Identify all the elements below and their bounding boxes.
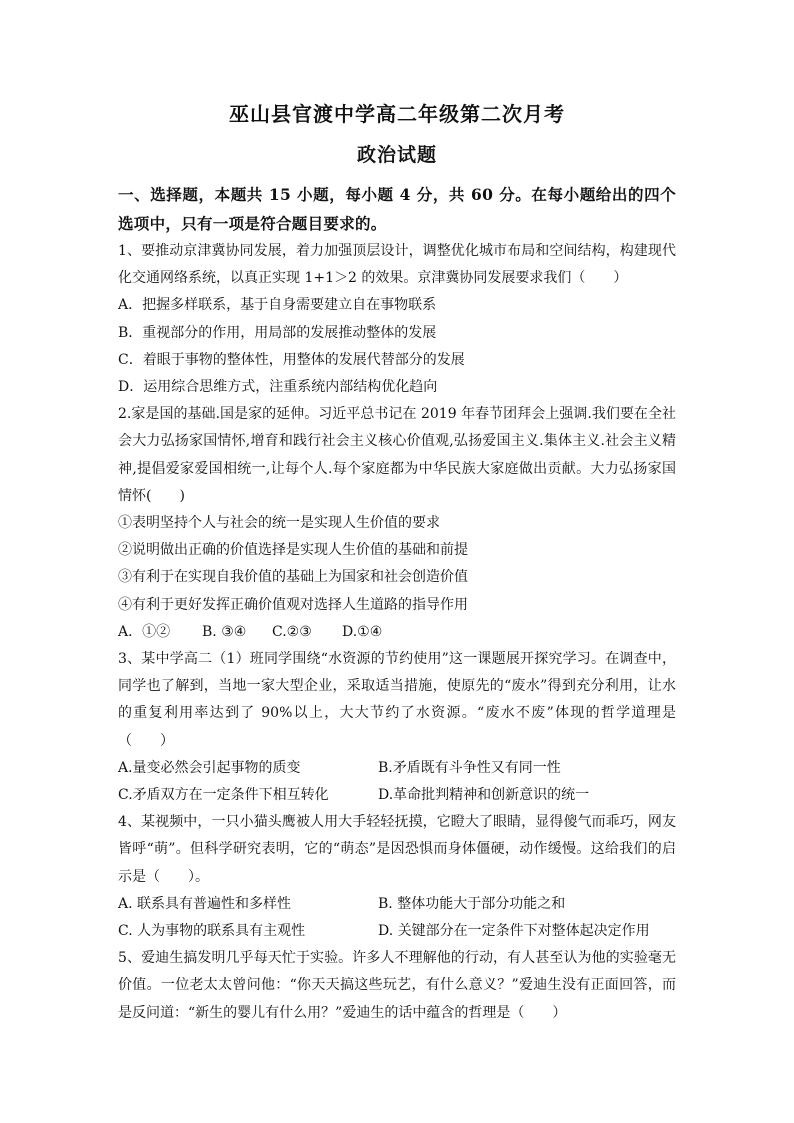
question-stem: 2.家是国的基础.国是家的延伸。习近平总书记在 2019 年春节团拜会上强调.我们要在全社会大力弘扬家国情怀,增育和践行社会主义核心价值观,弘扬爱国主义.集体主义.社会主义精神,提倡爱家爱国相统一,让每个人.每个家庭都为中华民族大家庭做出贡献。大力弘扬家国情怀( ) — [118, 406, 676, 504]
option-c: C．着眼于事物的整体性，用整体的发展代替部分的发展 — [118, 351, 465, 368]
question-2 — [118, 401, 676, 646]
option-c: C. 人为事物的联系具有主观性 — [118, 923, 306, 940]
option-b: B. ③④ — [202, 623, 247, 640]
option-d: D.①④ — [342, 623, 383, 640]
question-5 — [118, 945, 676, 1027]
options-row — [118, 918, 676, 945]
option-b: B．重视部分的作用，用局部的发展推动整体的发展 — [118, 324, 437, 341]
option-d: D. 关键部分在一定条件下对整体起决定作用 — [378, 923, 650, 940]
page-title: 巫山县官渡中学高二年级第二次月考 — [229, 102, 565, 126]
page-subtitle: 政治试题 — [356, 144, 437, 166]
statement-3: ③有利于在实现自我价值的基础上为国家和社会创造价值 — [118, 569, 468, 586]
question-4 — [118, 809, 676, 945]
option-c: C.②③ — [272, 623, 312, 640]
option-a: A.量变必然会引起事物的质变 — [118, 759, 301, 776]
statement-4: ④有利于更好发挥正确价值观对选择人生道路的指导作用 — [118, 596, 468, 613]
options-row — [118, 782, 676, 809]
question-3 — [118, 646, 676, 809]
option-d: D.革命批判精神和创新意识的统一 — [378, 787, 590, 804]
question-stem: 1、要推动京津冀协同发展，着力加强顶层设计，调整优化城市布局和空间结构，构建现代化交通网络系统，以真正实现 1+1＞2 的效果。京津冀协同发展要求我们（ ） — [118, 243, 676, 287]
option-a: A．①② — [118, 623, 171, 640]
question-1 — [118, 238, 676, 401]
statement-2: ②说明做出正确的价值选择是实现人生价值的基础和前提 — [118, 542, 468, 559]
question-stem: 3、某中学高二（1）班同学围绕“水资源的节约使用”这一课题展开探究学习。在调查中，同学也了解到，当地一家大型企业，采取适当措施，使原先的“废水”得到充分利用，让水的重复利用率达到了 90%以上，大大节约了水资源。“废水不废”体现的哲学道理是（ ） — [118, 651, 676, 749]
exam-content — [118, 180, 676, 1027]
question-stem: 5、爱迪生搞发明几乎每天忙于实验。许多人不理解他的行动，有人甚至认为他的实验毫无价值。一位老太太曾问他：“你天天搞这些玩艺，有什么意义？”爱迪生没有正面回答，而是反问道：“新生的婴儿有什么用？”爱迪生的话中蕴含的哲理是（ ） — [118, 950, 676, 1021]
options-row — [118, 891, 676, 918]
options-row — [118, 619, 676, 646]
option-c: C.矛盾双方在一定条件下相互转化 — [118, 787, 329, 804]
option-a: A. 联系具有普遍性和多样性 — [118, 895, 292, 912]
option-a: A．把握多样联系，基于自身需要建立自在事物联系 — [118, 297, 437, 314]
option-b: B. 整体功能大于部分功能之和 — [378, 895, 566, 912]
option-d: D．运用综合思维方式，注重系统内部结构优化趋向 — [118, 379, 438, 396]
section-heading: 一、选择题，本题共 15 小题，每小题 4 分，共 60 分。在每小题给出的四个选项中，只有一项是符合题目要求的。 — [118, 185, 676, 233]
question-stem: 4、某视频中，一只小猫头鹰被人用大手轻轻抚摸，它瞪大了眼睛，显得傻气而乖巧，网友皆呼“萌”。但科学研究表明，它的“萌态”是因恐惧而身体僵硬，动作缓慢。这给我们的启示是（ ）。 — [118, 814, 676, 885]
options-row — [118, 755, 676, 782]
option-b: B.矛盾既有斗争性又有同一性 — [378, 759, 561, 776]
statement-1: ①表明坚持个人与社会的统一是实现人生价值的要求 — [118, 515, 440, 532]
